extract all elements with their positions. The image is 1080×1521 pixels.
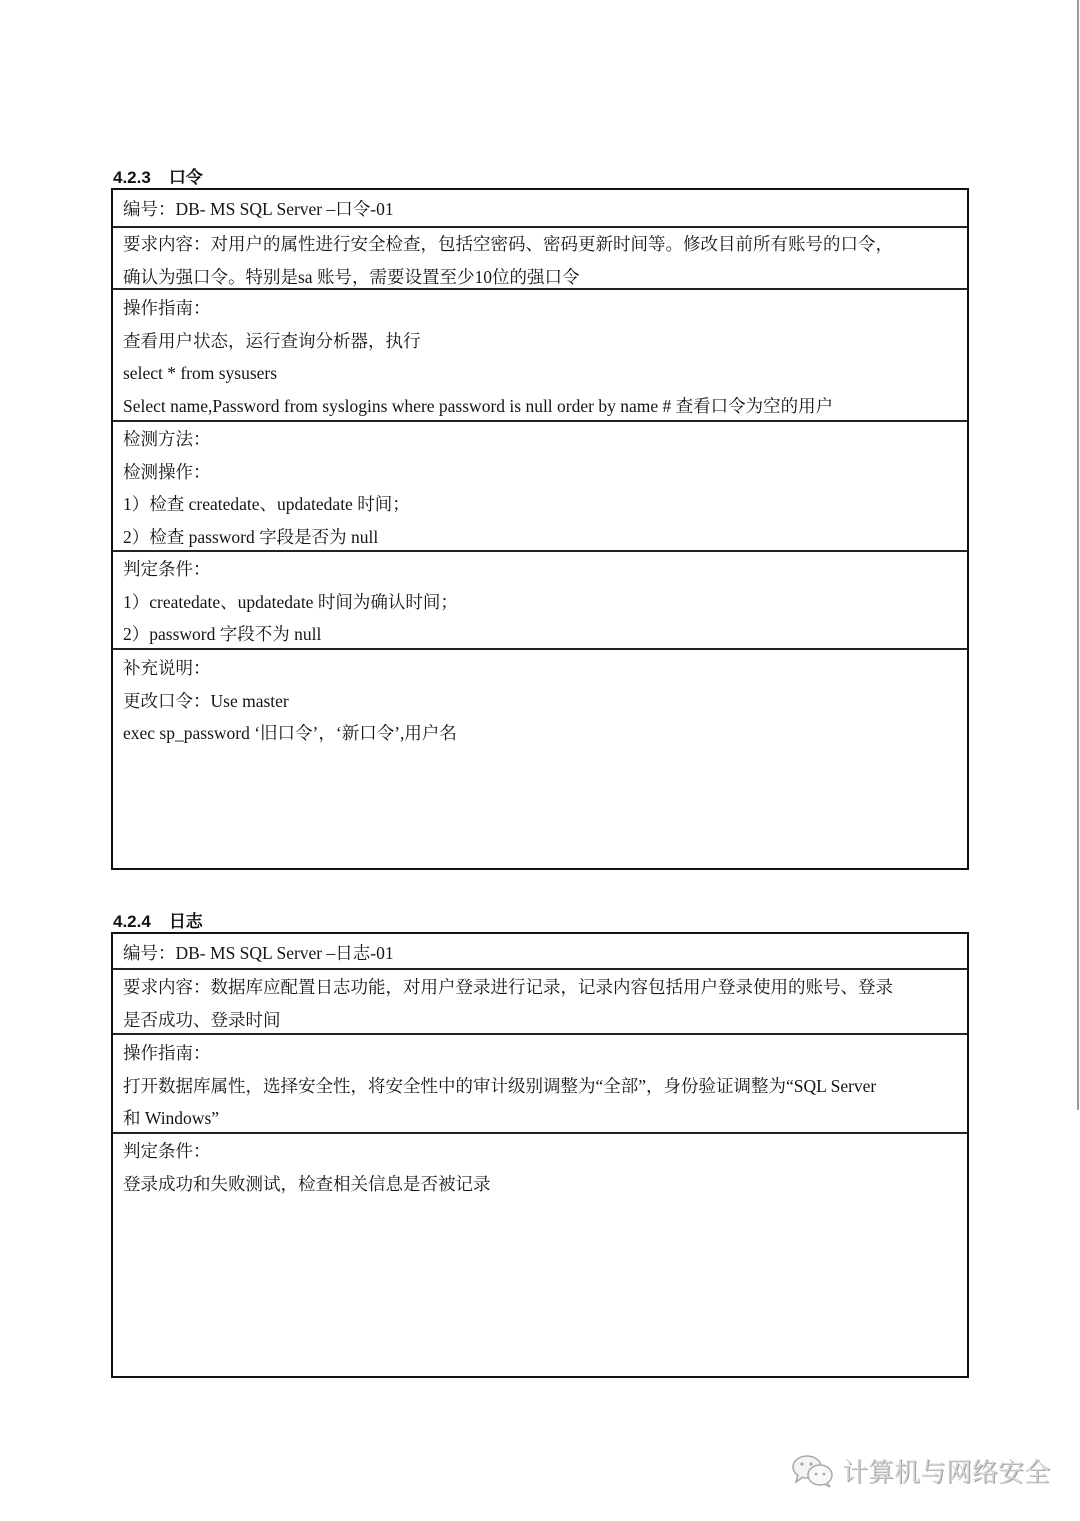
row-detection-method — [113, 422, 967, 552]
row-line: 要求内容：数据库应配置日志功能，对用户登录进行记录，记录内容包括用户登录使用的账号、登录 — [123, 977, 893, 997]
scan-edge-line — [1077, 0, 1079, 1110]
row-requirement — [113, 970, 967, 1035]
row-line: 是否成功、登录时间 — [123, 1009, 281, 1030]
row-line: Select name,Password from syslogins where password is null order by name # 查看口令为空的用户 — [123, 395, 834, 416]
row-line: 检测方法： — [123, 429, 211, 449]
row-line: 编号：DB- MS SQL Server –口令-01 — [123, 199, 394, 219]
row-line: select * from sysusers — [123, 363, 278, 383]
row-operation-guide — [113, 1035, 967, 1134]
section-number: 4.2.3 — [113, 168, 151, 187]
section-heading-log — [113, 907, 203, 932]
row-line: 登录成功和失败测试，检查相关信息是否被记录 — [123, 1173, 491, 1194]
row-line: 确认为强口令。特别是sa 账号，需要设置至少10位的强口令 — [123, 266, 580, 287]
section-number: 4.2.4 — [113, 912, 151, 931]
row-line: 操作指南： — [123, 298, 211, 318]
row-line: 更改口令：Use master — [123, 690, 289, 711]
row-line: 编号：DB- MS SQL Server –日志-01 — [123, 943, 394, 963]
row-line: 2）检查 password 字段是否为 null — [123, 526, 379, 547]
row-judgement-criteria — [113, 552, 967, 650]
row-operation-guide — [113, 290, 967, 422]
row-line: 2）password 字段不为 null — [123, 624, 322, 644]
watermark — [790, 1452, 1050, 1489]
row-line: 和 Windows” — [123, 1108, 220, 1128]
row-line: 操作指南： — [123, 1043, 211, 1063]
row-line: 1）检查 createdate、updatedate 时间； — [123, 494, 410, 514]
row-requirement — [113, 228, 967, 290]
row-line: 判定条件： — [123, 559, 211, 579]
row-line: 1）createdate、updatedate 时间为确认时间； — [123, 591, 458, 612]
wechat-icon — [790, 1454, 836, 1488]
row-line: 补充说明： — [123, 658, 211, 678]
section-heading-password — [113, 163, 203, 188]
section-title: 口令 — [168, 168, 203, 187]
row-line: 查看用户状态，运行查询分析器，执行 — [123, 330, 421, 351]
row-supplementary-notes — [113, 650, 967, 868]
row-line: 判定条件： — [123, 1141, 211, 1161]
watermark-text: 计算机与网络安全 — [842, 1458, 1051, 1488]
row-line: 检测操作： — [123, 461, 211, 482]
row-id — [113, 190, 967, 228]
section-title: 日志 — [168, 912, 203, 931]
row-judgement-criteria — [113, 1134, 967, 1376]
row-line: 打开数据库属性，选择安全性，将安全性中的审计级别调整为“全部”，身份验证调整为“SQL Server — [123, 1075, 877, 1096]
log-requirements-table — [111, 932, 969, 1378]
password-requirements-table — [111, 188, 969, 870]
row-line: 要求内容：对用户的属性进行安全检查，包括空密码、密码更新时间等。修改目前所有账号的口令， — [123, 234, 893, 254]
row-id — [113, 934, 967, 970]
row-line: exec sp_password ‘旧口令’，‘新口令’,用户名 — [123, 723, 457, 743]
